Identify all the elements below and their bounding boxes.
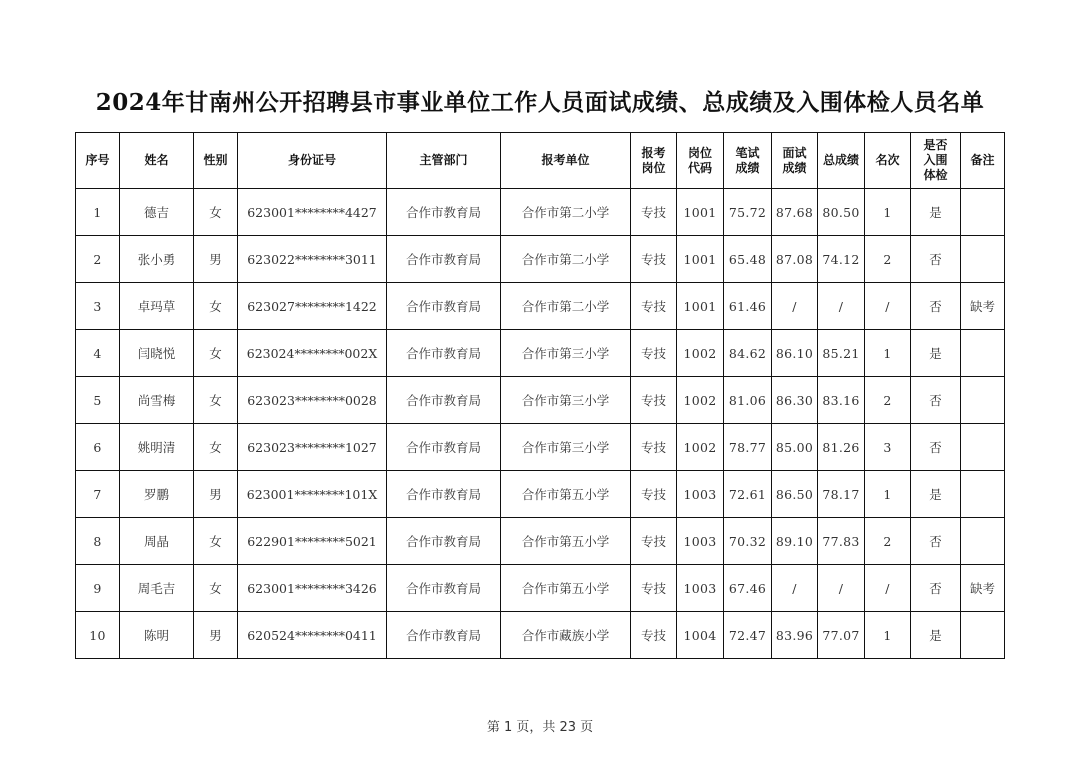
cell-interview-score: 86.10 [772,330,818,377]
cell-position-code: 1002 [677,330,724,377]
cell-total-score: 81.26 [818,424,865,471]
cell-medical-check: 否 [911,236,961,283]
cell-medical-check: 是 [911,471,961,518]
cell-name: 姚明清 [120,424,194,471]
cell-seq: 10 [76,612,120,659]
header-medical-check: 是否 入围 体检 [911,133,961,189]
table-row [76,471,1005,518]
cell-position-type: 专技 [631,236,677,283]
cell-employer: 合作市第三小学 [501,330,631,377]
cell-position-code: 1003 [677,518,724,565]
cell-written-score: 72.47 [724,612,772,659]
cell-name: 周晶 [120,518,194,565]
cell-employer: 合作市第五小学 [501,471,631,518]
cell-id-number: 620524********0411 [238,612,387,659]
cell-department: 合作市教育局 [387,377,501,424]
cell-gender: 女 [194,283,238,330]
cell-seq: 5 [76,377,120,424]
cell-rank: 2 [865,377,911,424]
cell-rank: / [865,565,911,612]
cell-name: 卓玛草 [120,283,194,330]
cell-total-score: 78.17 [818,471,865,518]
header-total-score: 总成绩 [818,133,865,189]
results-table [75,132,1005,659]
header-seq: 序号 [76,133,120,189]
cell-written-score: 61.46 [724,283,772,330]
cell-remark [961,330,1005,377]
cell-name: 德吉 [120,189,194,236]
cell-position-type: 专技 [631,471,677,518]
cell-rank: / [865,283,911,330]
cell-total-score: 85.21 [818,330,865,377]
cell-remark [961,518,1005,565]
table-header-row [76,133,1005,189]
cell-position-code: 1001 [677,283,724,330]
table-row [76,518,1005,565]
cell-department: 合作市教育局 [387,471,501,518]
cell-medical-check: 是 [911,330,961,377]
cell-position-type: 专技 [631,283,677,330]
cell-position-type: 专技 [631,377,677,424]
cell-remark [961,377,1005,424]
cell-gender: 女 [194,424,238,471]
cell-written-score: 81.06 [724,377,772,424]
table-row [76,236,1005,283]
header-id-number: 身份证号 [238,133,387,189]
table-row [76,377,1005,424]
cell-seq: 4 [76,330,120,377]
header-department: 主管部门 [387,133,501,189]
header-position-type: 报考 岗位 [631,133,677,189]
cell-rank: 1 [865,612,911,659]
cell-total-score: 77.07 [818,612,865,659]
cell-medical-check: 是 [911,189,961,236]
cell-gender: 男 [194,471,238,518]
cell-written-score: 78.77 [724,424,772,471]
cell-position-code: 1001 [677,189,724,236]
cell-gender: 男 [194,236,238,283]
cell-position-code: 1003 [677,565,724,612]
cell-total-score: 83.16 [818,377,865,424]
cell-remark [961,189,1005,236]
cell-gender: 女 [194,518,238,565]
header-position-code: 岗位 代码 [677,133,724,189]
cell-employer: 合作市第二小学 [501,236,631,283]
cell-id-number: 623024********002X [238,330,387,377]
cell-interview-score: 87.68 [772,189,818,236]
cell-department: 合作市教育局 [387,283,501,330]
cell-position-type: 专技 [631,330,677,377]
cell-id-number: 623001********3426 [238,565,387,612]
cell-id-number: 623001********101X [238,471,387,518]
cell-seq: 1 [76,189,120,236]
cell-id-number: 622901********5021 [238,518,387,565]
cell-remark [961,424,1005,471]
cell-interview-score: 83.96 [772,612,818,659]
cell-seq: 2 [76,236,120,283]
cell-written-score: 84.62 [724,330,772,377]
cell-gender: 女 [194,330,238,377]
cell-seq: 8 [76,518,120,565]
header-name: 姓名 [120,133,194,189]
cell-name: 闫晓悦 [120,330,194,377]
cell-rank: 1 [865,471,911,518]
cell-remark [961,612,1005,659]
cell-position-code: 1004 [677,612,724,659]
cell-total-score: 80.50 [818,189,865,236]
cell-gender: 女 [194,565,238,612]
cell-employer: 合作市第二小学 [501,283,631,330]
cell-department: 合作市教育局 [387,330,501,377]
cell-total-score: / [818,283,865,330]
cell-employer: 合作市藏族小学 [501,612,631,659]
cell-remark: 缺考 [961,565,1005,612]
cell-position-code: 1002 [677,424,724,471]
cell-position-code: 1003 [677,471,724,518]
cell-medical-check: 是 [911,612,961,659]
cell-medical-check: 否 [911,377,961,424]
cell-rank: 2 [865,236,911,283]
cell-department: 合作市教育局 [387,612,501,659]
cell-interview-score: 89.10 [772,518,818,565]
table-row [76,330,1005,377]
cell-employer: 合作市第五小学 [501,565,631,612]
cell-written-score: 72.61 [724,471,772,518]
cell-department: 合作市教育局 [387,565,501,612]
cell-position-type: 专技 [631,565,677,612]
cell-name: 陈明 [120,612,194,659]
cell-position-code: 1001 [677,236,724,283]
cell-position-type: 专技 [631,424,677,471]
header-rank: 名次 [865,133,911,189]
cell-employer: 合作市第二小学 [501,189,631,236]
cell-interview-score: / [772,565,818,612]
cell-department: 合作市教育局 [387,518,501,565]
cell-id-number: 623023********1027 [238,424,387,471]
cell-gender: 女 [194,189,238,236]
cell-remark [961,471,1005,518]
cell-seq: 3 [76,283,120,330]
cell-rank: 1 [865,330,911,377]
cell-remark [961,236,1005,283]
header-employer: 报考单位 [501,133,631,189]
cell-interview-score: 87.08 [772,236,818,283]
cell-position-type: 专技 [631,612,677,659]
cell-written-score: 67.46 [724,565,772,612]
header-interview-score: 面试 成绩 [772,133,818,189]
cell-written-score: 70.32 [724,518,772,565]
cell-position-type: 专技 [631,189,677,236]
cell-interview-score: 86.50 [772,471,818,518]
cell-total-score: 74.12 [818,236,865,283]
cell-interview-score: 86.30 [772,377,818,424]
cell-name: 张小勇 [120,236,194,283]
cell-id-number: 623022********3011 [238,236,387,283]
cell-department: 合作市教育局 [387,236,501,283]
cell-employer: 合作市第五小学 [501,518,631,565]
cell-gender: 男 [194,612,238,659]
page-footer: 第 1 页，共 23 页 [486,720,594,735]
table-row [76,612,1005,659]
table-body [76,189,1005,659]
cell-position-type: 专技 [631,518,677,565]
cell-rank: 3 [865,424,911,471]
cell-remark: 缺考 [961,283,1005,330]
cell-gender: 女 [194,377,238,424]
cell-seq: 7 [76,471,120,518]
cell-interview-score: 85.00 [772,424,818,471]
table-row [76,424,1005,471]
cell-employer: 合作市第三小学 [501,377,631,424]
cell-seq: 6 [76,424,120,471]
header-written-score: 笔试 成绩 [724,133,772,189]
cell-seq: 9 [76,565,120,612]
cell-name: 罗鹏 [120,471,194,518]
cell-department: 合作市教育局 [387,189,501,236]
table-row [76,565,1005,612]
cell-rank: 1 [865,189,911,236]
cell-total-score: / [818,565,865,612]
cell-id-number: 623023********0028 [238,377,387,424]
cell-medical-check: 否 [911,518,961,565]
cell-medical-check: 否 [911,565,961,612]
cell-rank: 2 [865,518,911,565]
table-row [76,189,1005,236]
header-gender: 性别 [194,133,238,189]
header-remark: 备注 [961,133,1005,189]
cell-medical-check: 否 [911,283,961,330]
cell-total-score: 77.83 [818,518,865,565]
cell-employer: 合作市第三小学 [501,424,631,471]
document-title: 2024年甘南州公开招聘县市事业单位工作人员面试成绩、总成绩及入围体检人员名单 [95,89,985,116]
cell-id-number: 623027********1422 [238,283,387,330]
cell-medical-check: 否 [911,424,961,471]
cell-position-code: 1002 [677,377,724,424]
cell-id-number: 623001********4427 [238,189,387,236]
cell-department: 合作市教育局 [387,424,501,471]
cell-written-score: 65.48 [724,236,772,283]
table-row [76,283,1005,330]
cell-name: 尚雪梅 [120,377,194,424]
cell-written-score: 75.72 [724,189,772,236]
cell-name: 周毛吉 [120,565,194,612]
cell-interview-score: / [772,283,818,330]
